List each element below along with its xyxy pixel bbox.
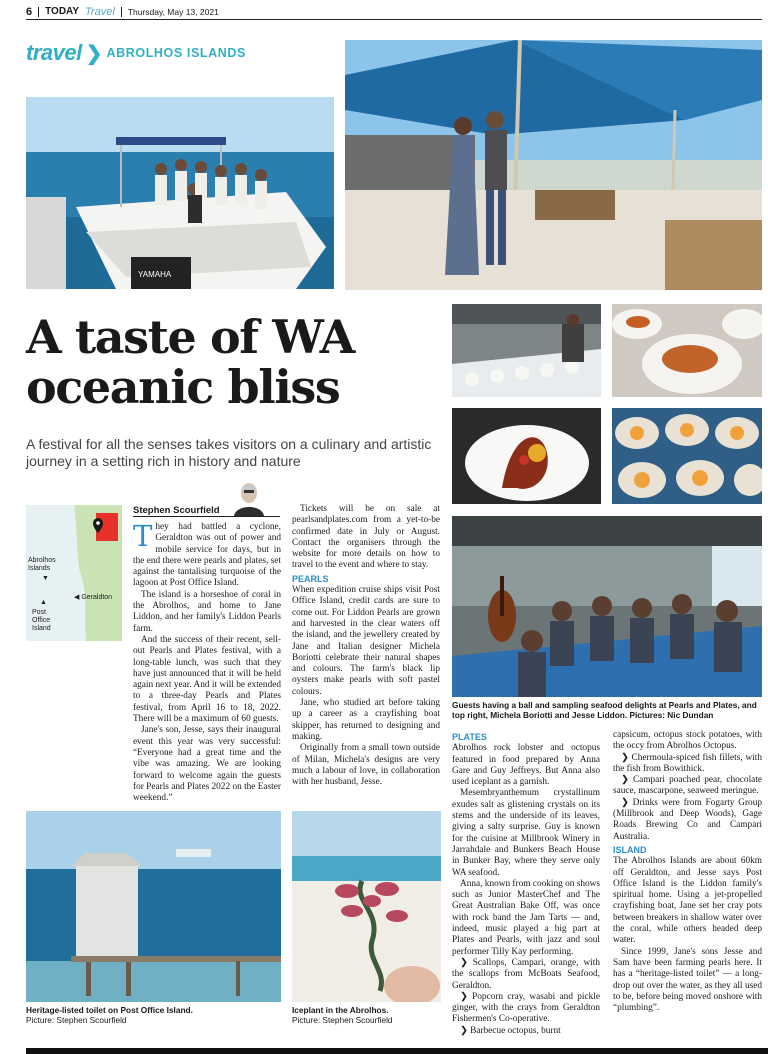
- paragraph: Originally from a small town outside of Milan, Michela's designs are very much a labour of love, in collaboration with her husband, Jesse.: [292, 743, 440, 788]
- masthead-divider: [38, 7, 39, 17]
- geraldton-text: Geraldton: [81, 594, 113, 601]
- octopus-photo: [452, 408, 601, 504]
- iceplant-caption: [292, 1005, 441, 1025]
- toilet-caption-credit: Picture: Stephen Scourfield: [26, 1015, 127, 1025]
- paragraph: [133, 519, 281, 590]
- iceplant-photo: [292, 811, 441, 1002]
- triangle-up-icon: ▲: [40, 599, 47, 606]
- masthead: [26, 4, 762, 20]
- article-column-1: [133, 519, 281, 804]
- issue-date: Thursday, May 13, 2021: [127, 6, 219, 17]
- menu-item: ❯ Popcorn cray, wasabi and pickle ginger, with the crays from Geraldton Fishermen's Co-operative.: [452, 991, 600, 1025]
- menu-item: ❯ Scallops, Campari, orange, with the scallops from McBoats Seafood, Geraldton.: [452, 957, 600, 991]
- paragraph: Jane, who studied art before taking up a career as a crayfishing boat skipper, has returned to designing and making.: [292, 698, 440, 742]
- publication-name: TODAY: [45, 6, 80, 17]
- author-avatar: [234, 482, 264, 516]
- outboard-text: YAMAHA: [138, 270, 172, 279]
- paragraph: When expedition cruise ships visit Post Office Island, credit cards are sure to come out. For Liddon Pearls are grown and harvested in the clear waters off the island, and the jewellery created by Jane and Italian designer Michela Boriotti celebrate their natural shapes and colours. The farm's black lip oysters make pearls with soft pastel colours.: [292, 585, 440, 697]
- menu-item: ❯ Chermoula-spiced fish fillets, with the fish from Bowithick.: [613, 752, 762, 774]
- standfirst: A festival for all the senses takes visitors on a culinary and artistic journey in a setting rich in history and nature: [26, 436, 432, 469]
- headline: A taste of WA oceanic bliss: [26, 310, 354, 414]
- footer-bar: [26, 1048, 768, 1054]
- section-logo: travel: [26, 40, 82, 65]
- guests-photo: [452, 516, 762, 697]
- section-name: Travel: [85, 5, 115, 18]
- byline-rule: [133, 516, 280, 517]
- subhead-island: ISLAND: [613, 844, 647, 855]
- triangle-left-icon: ◀: [74, 594, 82, 601]
- section-header: [26, 40, 246, 66]
- article-column-2: [292, 504, 440, 788]
- page-number: 6: [26, 5, 33, 18]
- toilet-photo: [26, 811, 281, 1002]
- menu-item: ❯ Barbecue octopus, burnt: [460, 1025, 561, 1036]
- article-column-4: [613, 730, 762, 1014]
- subhead-pearls: PEARLS: [292, 573, 329, 584]
- lobster-photo: [612, 304, 762, 397]
- paragraph-text: hey had battled a cyclone, Geraldton was out of power and mobile service for days, but in the end there were pearls and plates, set against the tantalising turquoise of the lagoon at Post Office Island.: [133, 522, 281, 589]
- boat-photo: [26, 97, 334, 289]
- paragraph: Abrolhos rock lobster and octopus featured in food prepared by Anna Gare and Guy Jeffreys. But Anna also used iceplant as a garnish.: [452, 743, 600, 788]
- paragraph: The Abrolhos Islands are about 60km off Geraldton, and Jesse says Post Office Island is the Liddon family's spiritual home. Using a jet-propelled crayfishing boat, Jane set her cray pots between breakers in shallow water over the coral, while others headed deep water.: [613, 856, 762, 946]
- paragraph: Tickets will be on sale at pearlsandplates.com from a yet-to-be confirmed date in July or August. Contact the organisers through the website for more details on how to travel to the event and where to stay.: [292, 504, 440, 571]
- paragraph: Anna, known from cooking on shows such as Junior MasterChef and The Great Australian Bake Off, was once with rock band the Jam Tarts — and, indeed, music played a big part at Plates and Pearls, with jazz and soul performer Tilly Kay performing.: [452, 878, 600, 957]
- guests-caption: Guests having a ball and sampling seafood delights at Pearls and Plates, and top right, Michela Boriotti and Jesse Liddon. Pictures: Nic Dundan: [452, 700, 757, 720]
- paragraph: capsicum, octopus stock potatoes, with the occy from Abrolhos Octopus.: [613, 730, 762, 752]
- iceplant-caption-credit: Picture: Stephen Scourfield: [292, 1015, 393, 1025]
- paragraph: The island is a horseshoe of coral in the Abrolhos, and home to Jane Liddon, and her family's Liddon Pearls farm.: [133, 589, 281, 634]
- chevron-right-icon: ❯: [85, 42, 103, 65]
- region-label: ABROLHOS ISLANDS: [106, 46, 246, 60]
- paragraph: And the success of their recent, sell-out Pearls and Plates festival, with a long-table lunch, was such that they have just announced that it will be held again next year. And it will be extended to a three-day Pearls and Plates festival, from April 16 to 18, 2022. There will be a maximum of 60 guests.: [133, 634, 281, 725]
- scallops-photo: [612, 408, 762, 504]
- menu-item: ❯ Campari poached pear, chocolate sauce, mascarpone, seaweed meringue.: [613, 775, 762, 797]
- toilet-caption: [26, 1005, 281, 1025]
- paragraph: Mesembryanthemum crystallinum exudes salt as glistening crystals on its stems and the underside of its leaves, giving a salty surprise. Guy is known for the cuisine at Millbrook Winery in Jarrahdale and Bunkers Beach House in Bunker Bay, where they serve only WA seafood.: [452, 788, 600, 878]
- map-label-geraldton: [74, 594, 112, 602]
- paragraph: Since 1999, Jane's sons Jesse and Sam have been farming pearls here. It has a “heritage-listed toilet” — a long-drop out over the water, as they all used to be, before being moved onshore with “plumbing”.: [613, 946, 762, 1014]
- long-table-photo: [452, 304, 601, 397]
- locator-map: [26, 505, 122, 641]
- toilet-caption-title: Heritage-listed toilet on Post Office Island.: [26, 1005, 193, 1015]
- article-column-3: [452, 730, 600, 1037]
- masthead-divider: [121, 7, 122, 17]
- menu-item: ❯ Drinks were from Fogarty Group (Millbrook and Deep Woods), Gage Roads Brewing Co and Campari Australia.: [613, 797, 762, 842]
- triangle-down-icon: ▼: [42, 575, 49, 582]
- couple-photo: [345, 40, 762, 290]
- drop-cap: T: [133, 519, 153, 553]
- map-label-abrolhos: Abrolhos Islands: [28, 557, 56, 572]
- paragraph: Jane's son, Jesse, says their inaugural event this year was very successful: “Everyone had a great time and the vibe was amazing. We are looking forward to welcome again the guests for Pearls and Plates 2022 on the Easter weekend.”: [133, 725, 281, 804]
- map-label-post-office: Post Office Island: [32, 609, 51, 632]
- iceplant-caption-title: Iceplant in the Abrolhos.: [292, 1005, 389, 1015]
- subhead-plates: PLATES: [452, 732, 487, 742]
- byline: Stephen Scourfield: [133, 505, 220, 516]
